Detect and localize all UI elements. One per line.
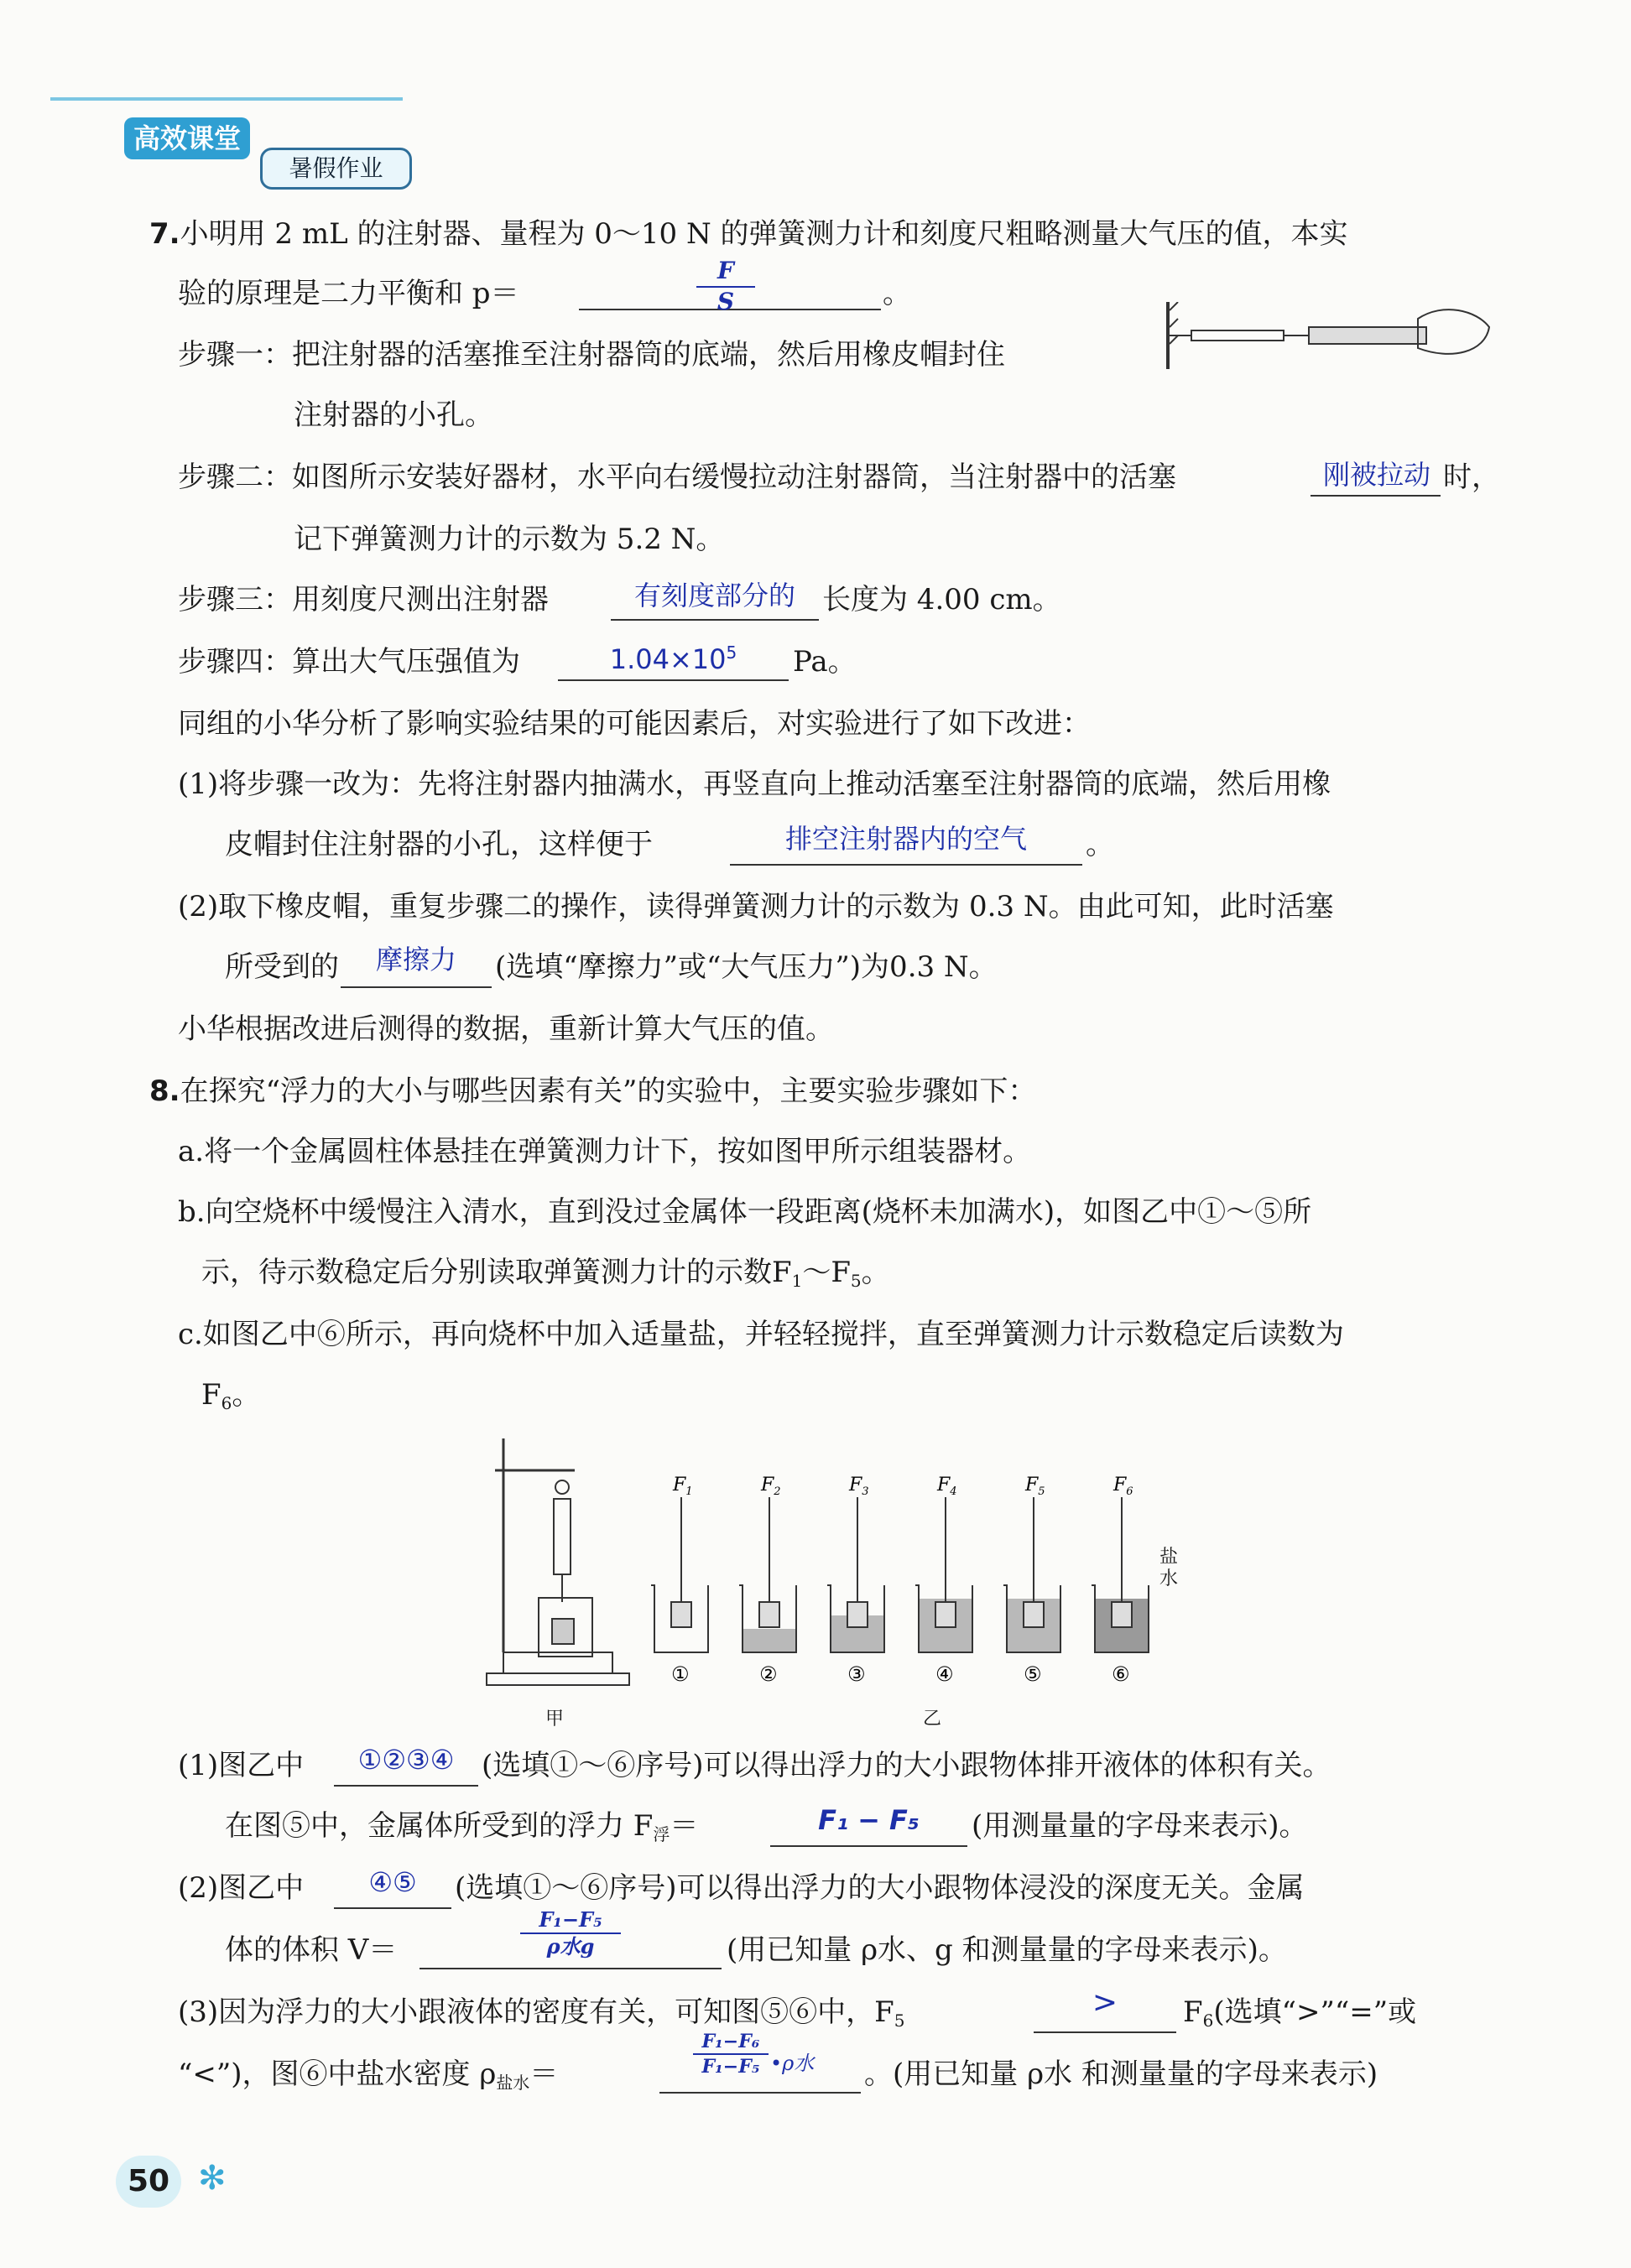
q7-answer-imp1: 排空注射器内的空气 xyxy=(784,823,1027,855)
q8-step-b2: 示，待示数稳定后分别读取弹簧测力计的示数$F_1\sim F_5$。 xyxy=(201,1256,890,1291)
beaker-number-1: ① xyxy=(671,1662,690,1686)
q7-answer-step2: 刚被拉动 xyxy=(1322,459,1430,491)
q8-answer-s2a: ④⑤ xyxy=(368,1866,417,1898)
q8-s2a-pre: (2)图乙中 xyxy=(178,1871,305,1905)
q7-blank-imp1 xyxy=(730,864,1082,866)
stand-jia xyxy=(487,1438,629,1685)
q7-formula-num: F xyxy=(717,257,734,284)
q7-formula-den: S xyxy=(716,287,735,315)
q7-imp2a: (2)取下橡皮帽，重复步骤二的操作，读得弹簧测力计的示数为 0.3 N。由此可知，此时活塞 xyxy=(178,890,1334,923)
q8-blank-s1b xyxy=(770,1845,967,1847)
q7-imp1a: (1)将步骤一改为：先将注射器内抽满水，再竖直向上推动活塞至注射器筒的底端，然后用橡 xyxy=(178,767,1331,801)
header-decoration xyxy=(50,97,403,101)
beaker-2 xyxy=(739,1475,796,1686)
q7-blank-step4 xyxy=(558,679,789,681)
q7-imp1b-pre: 皮帽封住注射器的小孔，这样便于 xyxy=(225,828,653,861)
q8-s1a-pre: (1)图乙中 xyxy=(178,1749,305,1782)
q8-blank-s2a xyxy=(334,1907,451,1909)
q8-s3b-pre: “<”)，图⑥中盐水密度 $\rho_{盐水}=$ xyxy=(178,2057,559,2093)
beaker-3 xyxy=(827,1475,884,1686)
q8-blank-s1a xyxy=(334,1785,478,1787)
q7-line1 xyxy=(149,213,1348,255)
q8-blank-s2b xyxy=(419,1968,722,1969)
beaker-5 xyxy=(1003,1475,1060,1686)
force-label-1: $F_1$ xyxy=(673,1475,693,1498)
q7-number: 7. xyxy=(149,217,180,251)
q7-blank-step3 xyxy=(611,619,819,621)
q7-step1a: 步骤一：把注射器的活塞推至注射器筒的底端，然后用橡皮帽封住 xyxy=(178,338,1005,372)
flower-icon: ✻ xyxy=(198,2159,227,2198)
q7-imp2b-post: (选填“摩擦力”或“大气压力”)为0.3 N。 xyxy=(495,950,998,984)
q7-line2-post: 。 xyxy=(883,277,911,310)
beaker-number-6: ⑥ xyxy=(1112,1662,1130,1686)
q8-answer-s2b: F₁−F₅ ρ水g xyxy=(520,1909,621,1958)
q8-answer-s3a: > xyxy=(1092,1985,1118,2020)
q7-line2-pre: 验的原理是二力平衡和 p＝ xyxy=(178,277,519,310)
q8-step-b1: b.向空烧杯中缓慢注入清水，直到没过金属体一段距离(烧杯未加满水)，如图乙中①～⑤所 xyxy=(178,1195,1312,1229)
q7-closing: 小华根据改进后测得的数据，重新计算大气压的值。 xyxy=(178,1012,834,1046)
q7-blank-step2 xyxy=(1311,495,1441,497)
q7-answer-step3: 有刻度部分的 xyxy=(633,580,795,611)
q8-s1b-post: (用测量量的字母来表示)。 xyxy=(972,1809,1308,1843)
q8-answer-s1a: ①②③④ xyxy=(357,1744,455,1776)
q8-s3a-post: $F_6$(选填“>”“=”或 xyxy=(1183,1995,1417,2031)
q7-blank-imp2 xyxy=(341,986,492,988)
figure-label-jia: 甲 xyxy=(545,1709,565,1730)
q7-answer-step4: $1.04\times 10^5$ xyxy=(609,642,737,675)
beaker-number-3: ③ xyxy=(847,1662,866,1686)
q7-improve-intro: 同组的小华分析了影响实验结果的可能因素后，对实验进行了如下改进： xyxy=(178,707,1091,741)
q8-blank-s3b xyxy=(659,2092,861,2094)
buoyancy-figure xyxy=(478,1430,1217,1698)
force-label-4: $F_4$ xyxy=(937,1475,957,1498)
water-2 xyxy=(743,1629,796,1652)
q7-step2a-post: 时， xyxy=(1443,460,1500,494)
header-title: 高效课堂 xyxy=(124,117,250,159)
q7-step3-post: 长度为 4.00 cm。 xyxy=(822,583,1061,616)
q8-s2b-post: (用已知量 ρ水、g 和测量量的字母来表示)。 xyxy=(727,1933,1287,1967)
q7-step3-pre: 步骤三：用刻度尺测出注射器 xyxy=(178,583,549,616)
q7-step4-post: Pa。 xyxy=(793,645,857,679)
beaker-4 xyxy=(915,1475,972,1686)
q8-s2a-post: (选填①～⑥序号)可以得出浮力的大小跟物体浸没的深度无关。金属 xyxy=(455,1871,1305,1905)
q7-step4-pre: 步骤四：算出大气压强值为 xyxy=(178,645,520,679)
q7-line2 xyxy=(178,273,519,315)
page-number: 50 xyxy=(116,2156,181,2208)
q7-answer-formula xyxy=(696,258,755,315)
force-label-5: $F_5$ xyxy=(1025,1475,1045,1498)
q8-step-c2: $F_6$。 xyxy=(201,1378,261,1413)
force-label-3: $F_3$ xyxy=(849,1475,869,1498)
q7-imp1b-post: 。 xyxy=(1086,828,1114,861)
figure-label-yi: 乙 xyxy=(923,1709,942,1730)
q8-blank-s3a xyxy=(1034,2031,1176,2033)
beaker-number-4: ④ xyxy=(935,1662,954,1686)
q8-s2b-pre: 体的体积 V＝ xyxy=(225,1933,398,1967)
q8-s1a-post: (选填①～⑥序号)可以得出浮力的大小跟物体排开液体的体积有关。 xyxy=(482,1749,1331,1782)
force-label-2: $F_2$ xyxy=(761,1475,781,1498)
q8-s3b-post: 。(用已知量 ρ水 和测量量的字母来表示) xyxy=(864,2057,1378,2091)
q8-step-a: a.将一个金属圆柱体悬挂在弹簧测力计下，按如图甲所示组装器材。 xyxy=(178,1135,1032,1168)
syringe-figure xyxy=(1166,302,1493,369)
q7-imp2b-pre: 所受到的 xyxy=(225,950,339,984)
beaker-6 xyxy=(1092,1475,1149,1686)
q7-step1b: 注射器的小孔。 xyxy=(294,398,493,432)
header-subtitle: 暑假作业 xyxy=(260,148,412,190)
q8-step-c1: c.如图乙中⑥所示，再向烧杯中加入适量盐，并轻轻搅拌，直至弹簧测力计示数稳定后读数为 xyxy=(178,1318,1344,1351)
q8-answer-s3b: F₁−F₆ F₁−F₅ •ρ水 xyxy=(693,2031,861,2092)
q8-answer-s1b: F₁ − F₅ xyxy=(818,1804,920,1836)
beaker-number-5: ⑤ xyxy=(1024,1662,1042,1686)
q8-intro: 8.在探究“浮力的大小与哪些因素有关”的实验中，主要实验步骤如下： xyxy=(149,1074,1037,1108)
salt-label: 盐 水 xyxy=(1159,1547,1179,1589)
q8-s1b-pre: 在图⑤中，金属体所受到的浮力 $F_浮=$ xyxy=(225,1809,699,1844)
q7-answer-imp2: 摩擦力 xyxy=(375,944,456,975)
beaker-1 xyxy=(651,1475,708,1686)
q7-step2b: 记下弹簧测力计的示数为 5.2 N。 xyxy=(294,523,725,556)
q8-s3a-pre: (3)因为浮力的大小跟液体的密度有关，可知图⑤⑥中，$F_5$ xyxy=(178,1995,905,2031)
q7-text: 小明用 2 mL 的注射器、量程为 0～10 N 的弹簧测力计和刻度尺粗略测量大气压的值，本实 xyxy=(180,217,1348,251)
beaker-number-2: ② xyxy=(759,1662,778,1686)
force-label-6: $F_6$ xyxy=(1113,1475,1133,1498)
q7-step2a: 步骤二：如图所示安装好器材，水平向右缓慢拉动注射器筒，当注射器中的活塞 xyxy=(178,460,1176,494)
